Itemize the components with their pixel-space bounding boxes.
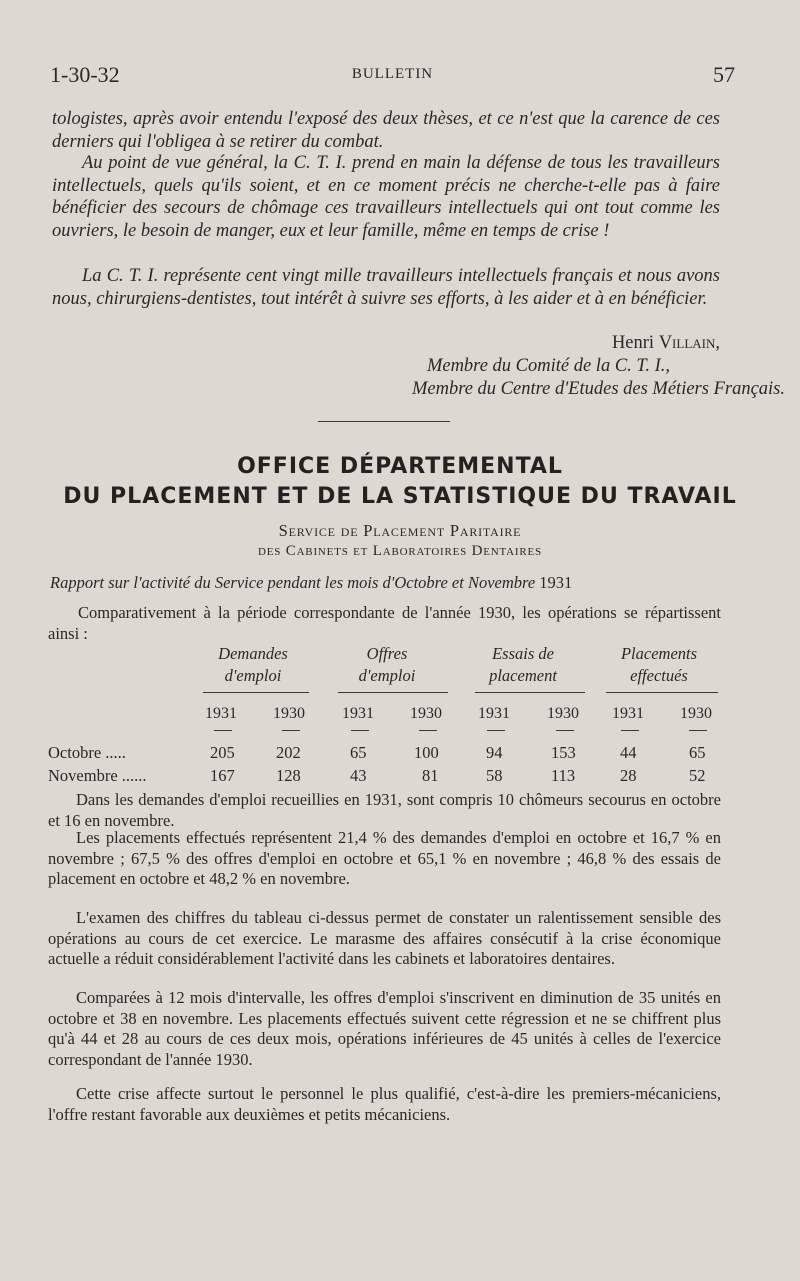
signature-role-2: Membre du Centre d'Etudes des Métiers Français.	[411, 379, 785, 399]
table-intro: Comparativement à la période correspondante de l'année 1930, les opérations se répartissent ainsi :	[48, 603, 721, 643]
table-group-rule	[475, 692, 585, 693]
section-title-line-1: OFFICE DÉPARTEMENTAL	[237, 454, 563, 479]
table-cell: 81	[422, 766, 439, 785]
table-cell: 94	[486, 743, 503, 762]
table-cell: 65	[350, 743, 367, 762]
table-cell: 100	[414, 743, 439, 762]
issue-number: 1-30-32	[50, 62, 120, 87]
italic-paragraph-1: tologistes, après avoir entendu l'exposé des deux thèses, et ce n'est que la carence de ces derniers qui l'obligea à se retirer du combat.	[52, 109, 720, 152]
table-dash	[487, 730, 505, 731]
table-cell: 113	[551, 766, 576, 785]
running-header	[50, 62, 735, 88]
italic-paragraph-3: La C. T. I. représente cent vingt mille travailleurs intellectuels français et nous avons nous, chirurgiens-dentistes, tout intérêt à suivre ses efforts, à les aider et à en bénéficier.	[52, 266, 720, 309]
italic-paragraph-2: Au point de vue général, la C. T. I. prend en main la défense de tous les travailleurs intellectuels, quels qu'ils soient, et en ce moment précis ne cherche-t-elle pas à faire bénéficier des secours de chômage ces travailleurs intellectuels qui ont tout comme les ouvriers, le besoin de manger, eux et leur famille, même en temps de crise !	[52, 153, 720, 241]
journal-title: BULLETIN	[351, 66, 434, 82]
table-cell: 205	[210, 743, 235, 762]
table-year-header: 1931	[205, 705, 237, 722]
table-year-header: 1931	[612, 705, 644, 722]
table-row-label: Octobre .....	[48, 743, 126, 762]
body-paragraph-5: Cette crise affecte surtout le personnel le plus qualifié, c'est-à-dire les premiers-mécaniciens, l'offre restant favorable aux deuxièmes et petits mécaniciens.	[48, 1084, 721, 1124]
signature-role-1: Membre du Comité de la C. T. I.,	[426, 356, 670, 376]
table-row-label: Novembre ......	[48, 766, 147, 785]
table-year-header: 1930	[410, 705, 442, 722]
table-dash	[556, 730, 574, 731]
table-year-header: 1930	[273, 705, 305, 722]
table-group-rule	[338, 692, 448, 693]
table-cell: 44	[620, 743, 637, 762]
table-group-placements: Placements effectués	[620, 644, 698, 685]
section-divider	[318, 421, 450, 422]
table-group-rule	[203, 692, 309, 693]
table-dash	[621, 730, 639, 731]
table-group-rule	[606, 692, 718, 693]
page-number: 57	[713, 62, 735, 87]
table-cell: 43	[350, 766, 367, 785]
table-dash	[419, 730, 437, 731]
table-dash	[214, 730, 232, 731]
signature-block	[411, 332, 785, 401]
table-year-header: 1931	[342, 705, 374, 722]
body-paragraph-2: Les placements effectués représentent 21,4 % des demandes d'emploi en octobre et 16,7 % en novembre ; 67,5 % des offres d'emploi en octobre et 65,1 % en novembre ; 46,8 % des essais de placement en octobre et 48,2 % en novembre.	[48, 828, 721, 889]
table-year-header: 1931	[478, 705, 510, 722]
report-heading: Rapport sur l'activité du Service pendant les mois d'Octobre et Novembre 1931	[50, 573, 573, 592]
table-cell: 202	[276, 743, 301, 762]
table-cell: 28	[620, 766, 637, 785]
table-cell: 58	[486, 766, 503, 785]
table-year-header: 1930	[680, 705, 712, 722]
table-cell: 128	[276, 766, 301, 785]
signature-name: Henri Villain,	[611, 333, 720, 353]
table-dash	[351, 730, 369, 731]
body-paragraph-3: L'examen des chiffres du tableau ci-dessus permet de constater un ralentissement sensible des opérations au cours de cet exercice. Le marasme des affaires consécutif à la crise économique actuelle a réduit considérablement l'activité dans les cabinets et laboratoires dentaires.	[48, 908, 721, 969]
body-paragraph-1: Dans les demandes d'emploi recueillies en 1931, sont compris 10 chômeurs secourus en octobre et 16 en novembre.	[48, 790, 721, 830]
section-title-line-2: DU PLACEMENT ET DE LA STATISTIQUE DU TRAVAIL	[63, 484, 737, 509]
table-cell: 167	[210, 766, 235, 785]
body-paragraph-4: Comparées à 12 mois d'intervalle, les offres d'emploi s'inscrivent en diminution de 35 unités en octobre et 38 en novembre. Les placements effectués suivent cette régression et ne se chiffrent plus qu'à 44 et 28 au cours de ces deux mois, opérations inférieures de 45 unités à celles de l'exercice correspondant de l'année 1930.	[48, 988, 721, 1070]
table-year-header: 1930	[547, 705, 579, 722]
table-group-essais: Essais de placement	[489, 644, 557, 685]
table-cell: 65	[689, 743, 706, 762]
table-group-demandes: Demandes d'emploi	[218, 644, 288, 685]
section-subtitle-1: Service de Placement Paritaire	[278, 521, 522, 540]
table-group-offres: Offres d'emploi	[358, 644, 416, 685]
table-dash	[282, 730, 300, 731]
table-cell: 52	[689, 766, 706, 785]
section-subtitle-2: des Cabinets et Laboratoires Dentaires	[258, 543, 542, 559]
table-cell: 153	[551, 743, 576, 762]
table-dash	[689, 730, 707, 731]
